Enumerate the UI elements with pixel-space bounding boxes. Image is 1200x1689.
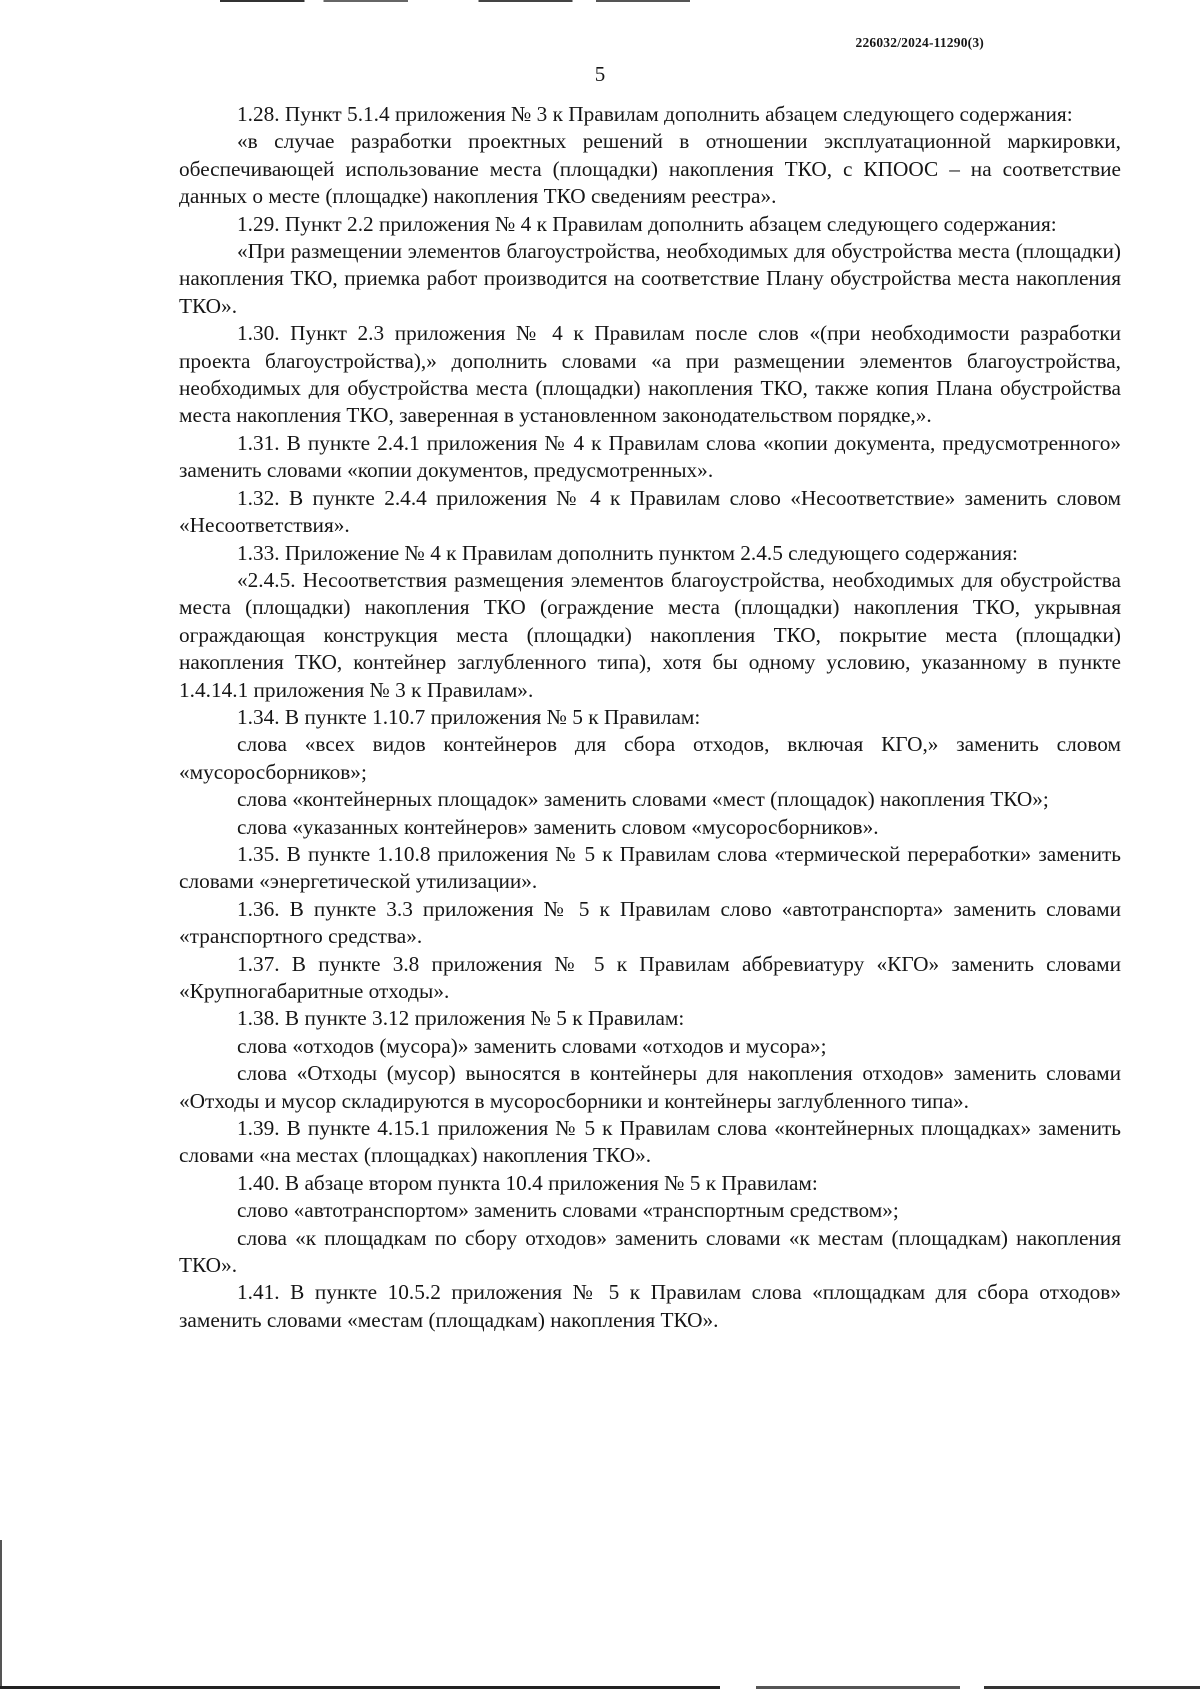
paragraph-1-29: 1.29. Пункт 2.2 приложения № 4 к Правилам дополнить абзацем следующего содержания: <box>237 211 1057 236</box>
paragraph-1-35: 1.35. В пункте 1.10.8 приложения № 5 к Правилам слова «термической переработки» заменить словами «энергетической утилизации». <box>179 841 1121 894</box>
paragraph-1-40-b: слова «к площадкам по сбору отходов» заменить словами «к местам (площадкам) накопления ТКО». <box>179 1225 1121 1278</box>
paragraph-1-28-quote: «в случае разработки проектных решений в отношении эксплуатационной маркировки, обеспечивающей использование места (площадки) накопления ТКО, с КПООС – на соответствие данных о месте (площадке) накопления ТКО сведениям реестра». <box>179 129 1121 209</box>
document-number: 226032/2024-11290(3) <box>855 35 984 50</box>
paragraph-1-31: 1.31. В пункте 2.4.1 приложения № 4 к Правилам слова «копии документа, предусмотренного» заменить словами «копии документов, предусмотренных». <box>179 430 1121 483</box>
paragraph-1-34-a: слова «всех видов контейнеров для сбора отходов, включая КГО,» заменить словом «мусоросборников»; <box>179 732 1121 784</box>
paragraph-1-30: 1.30. Пункт 2.3 приложения № 4 к Правилам после слов «(при необходимости разработки проекта благоустройства),» дополнить словами «а при размещении элементов благоустройства, необходимых для обустройства места (площадки) накопления ТКО, также копия Плана обустройства места накопления ТКО, заверенная в установленном законодательством порядке,». <box>179 321 1121 428</box>
paragraph-1-32: 1.32. В пункте 2.4.4 приложения № 4 к Правилам слово «Несоответствие» заменить словом «Несоответствия». <box>179 485 1121 538</box>
scan-artifact-top <box>220 0 690 2</box>
paragraph-1-33: 1.33. Приложение № 4 к Правилам дополнить пунктом 2.4.5 следующего содержания: <box>237 540 1018 565</box>
paragraph-1-34-b: слова «контейнерных площадок» заменить словами «мест (площадок) накопления ТКО»; <box>237 787 1049 812</box>
paragraph-1-29-quote: «При размещении элементов благоустройства, необходимых для обустройства места (площадки) накопления ТКО, приемка работ производится на соответствие Плану обустройства места накопления ТКО». <box>179 239 1121 318</box>
paragraph-1-34: 1.34. В пункте 1.10.7 приложения № 5 к Правилам: <box>237 704 701 729</box>
paragraph-1-40-a: слово «автотранспортом» заменить словами «транспортным средством»; <box>237 1198 899 1223</box>
paragraph-1-41: 1.41. В пункте 10.5.2 приложения № 5 к Правилам слова «площадкам для сбора отходов» заменить словами «местам (площадкам) накопления ТКО». <box>179 1280 1121 1332</box>
paragraph-1-38-a: слова «отходов (мусора)» заменить словами «отходов и мусора»; <box>237 1033 827 1058</box>
paragraph-1-39: 1.39. В пункте 4.15.1 приложения № 5 к Правилам слова «контейнерных площадках» заменить словами «на местах (площадках) накопления ТКО». <box>179 1116 1121 1168</box>
paragraph-1-37: 1.37. В пункте 3.8 приложения № 5 к Правилам аббревиатуру «КГО» заменить словами «Крупногабаритные отходы». <box>179 951 1121 1003</box>
page-number: 5 <box>594 62 606 86</box>
paragraph-1-28: 1.28. Пункт 5.1.4 приложения № 3 к Правилам дополнить абзацем следующего содержания: <box>237 102 1073 126</box>
document-body <box>179 101 1121 1334</box>
paragraph-1-34-c: слова «указанных контейнеров» заменить словом «мусоросборников». <box>237 814 879 839</box>
paragraph-1-36: 1.36. В пункте 3.3 приложения № 5 к Правилам слово «автотранспорта» заменить словами «транспортного средства». <box>179 896 1121 949</box>
paragraph-1-38-b: слова «Отходы (мусор) выносятся в контейнеры для накопления отходов» заменить словами «Отходы и мусор складируются в мусоросборники и контейнеры заглубленного типа». <box>179 1061 1121 1113</box>
paragraph-1-38: 1.38. В пункте 3.12 приложения № 5 к Правилам: <box>237 1006 685 1031</box>
paragraph-1-40: 1.40. В абзаце втором пункта 10.4 приложения № 5 к Правилам: <box>237 1170 818 1195</box>
scan-artifact-left <box>0 1540 2 1689</box>
paragraph-1-33-quote: «2.4.5. Несоответствия размещения элементов благоустройства, необходимых для обустройства места (площадки) накопления ТКО (ограждение места (площадки) накопления ТКО, укрывная ограждающая конструкция места (площадки) накопления ТКО, покрытие места (площадки) накопления ТКО, контейнер заглубленного типа), хотя бы одному условию, указанному в пункте 1.4.14.1 приложения № 3 к Правилам». <box>179 567 1121 702</box>
